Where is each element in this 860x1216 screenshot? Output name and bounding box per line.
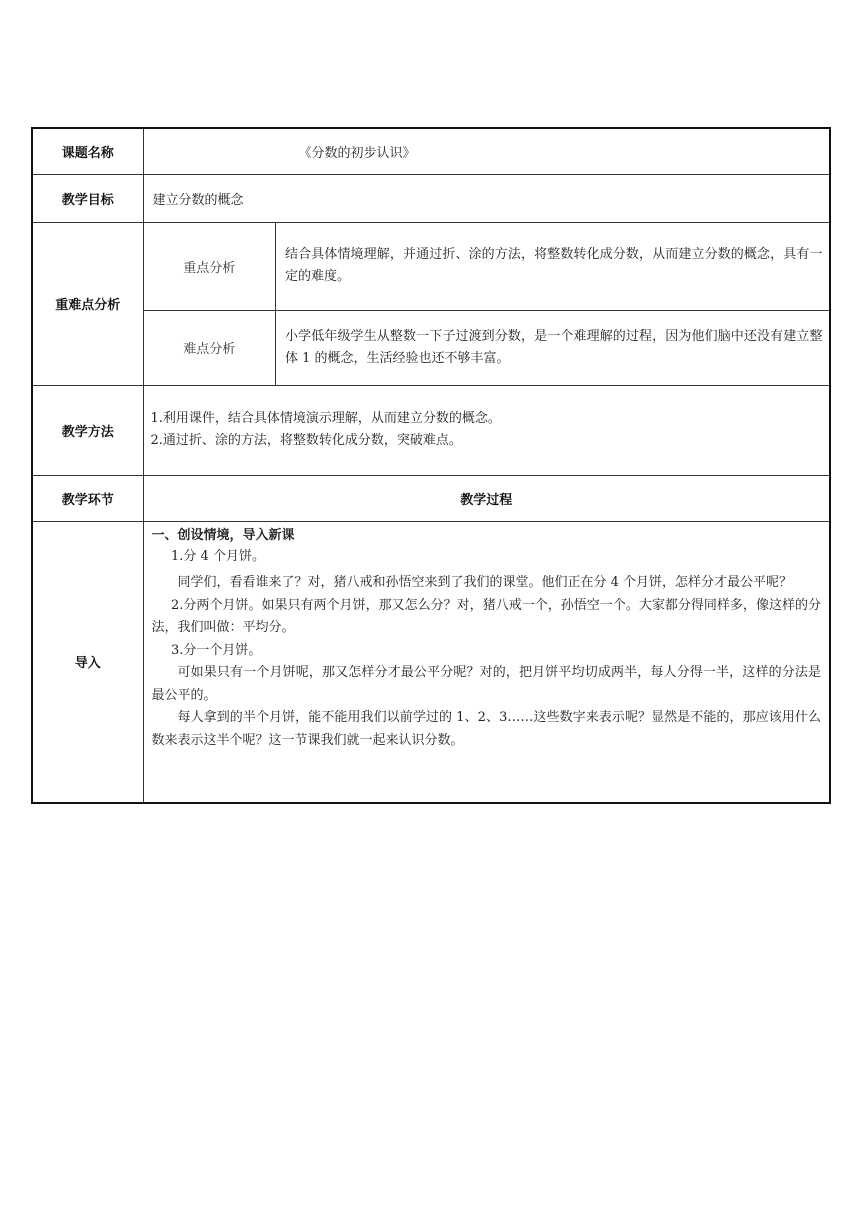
topic-value: 《分数的初步认识》 <box>143 128 830 174</box>
intro-label: 导入 <box>32 521 143 803</box>
difficult-point-text: 小学低年级学生从整数一下子过渡到分数，是一个难理解的过程，因为他们脑中还没有建立整体 1 的概念，生活经验也还不够丰富。 <box>285 328 823 366</box>
lesson-plan-table <box>31 127 831 804</box>
intro-paragraph: 2.分两个月饼。如果只有两个月饼，那又怎么分？对，猪八戒一个，孙悟空一个。大家都分得同样多，像这样的分法，我们叫做：平均分。 <box>151 597 821 635</box>
topic-row <box>32 128 830 174</box>
method-label: 教学方法 <box>32 385 143 475</box>
key-point-label: 重点分析 <box>144 223 276 311</box>
method-item: 2.通过折、涂的方法，将整数转化成分数，突破难点。 <box>150 433 462 448</box>
section-heading: 一、创设情境，导入新课 <box>151 527 295 543</box>
analysis-cell <box>143 222 830 385</box>
intro-paragraph: 可如果只有一个月饼呢，那又怎样分才最公平分呢？对的，把月饼平均切成两半，每人分得一半，这样的分法是最公平的。 <box>151 665 821 703</box>
analysis-row <box>32 222 830 385</box>
intro-paragraph: 1.分 4 个月饼。 <box>171 548 265 564</box>
analysis-subtable <box>144 223 831 385</box>
difficult-point-label: 难点分析 <box>144 311 276 385</box>
goal-row <box>32 174 830 222</box>
analysis-label: 重难点分析 <box>32 222 143 385</box>
key-point-text: 结合具体情境理解，并通过折、涂的方法，将整数转化成分数，从而建立分数的概念，具有一定的难度。 <box>276 223 831 311</box>
stage-label: 教学环节 <box>32 475 143 521</box>
goal-label: 教学目标 <box>32 174 143 222</box>
intro-process-cell <box>143 521 830 803</box>
difficult-point-row <box>144 311 831 385</box>
topic-label: 课题名称 <box>32 128 143 174</box>
intro-row <box>32 521 830 803</box>
intro-paragraph: 同学们，看看谁来了？对，猪八戒和孙悟空来到了我们的课堂。他们正在分 4 个月饼，怎样分才最公平呢？ <box>177 575 793 590</box>
key-point-row <box>144 223 831 311</box>
process-label: 教学过程 <box>143 475 830 521</box>
intro-paragraph: 每人拿到的半个月饼，能不能用我们以前学过的 1、2、3……这些数字来表示呢？显然是不能的，那应该用什么数来表示这半个呢？这一节课我们就一起来认识分数。 <box>151 710 821 748</box>
method-cell <box>143 385 830 475</box>
intro-paragraph: 3.分一个月饼。 <box>171 642 262 658</box>
goal-value: 建立分数的概念 <box>143 174 830 222</box>
method-item: 1.利用课件，结合具体情境演示理解，从而建立分数的概念。 <box>150 411 501 426</box>
stage-header-row <box>32 475 830 521</box>
method-row <box>32 385 830 475</box>
